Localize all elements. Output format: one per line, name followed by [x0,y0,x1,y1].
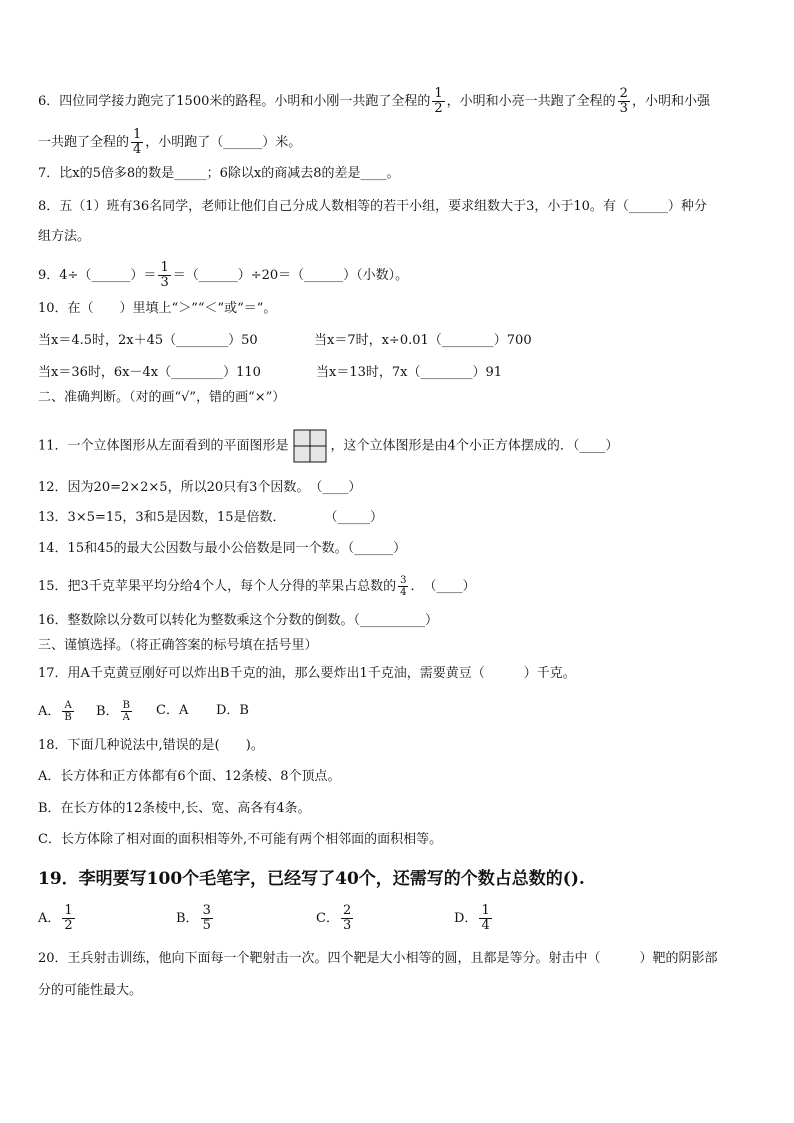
q11-text-a: 11．一个立体图形从左面看到的平面图形是 [38,438,289,454]
q6-line2 [38,128,301,157]
q15-fraction [398,575,408,598]
q19-option-a-fraction [62,904,74,933]
numerator: B [122,700,130,711]
q11-text-b: ，这个立体图形是由4个小正方体摆成的．（____） [330,438,619,454]
q17-option-d: D．B [216,703,249,718]
numerator: 2 [342,903,352,918]
q17-option-a [38,700,76,723]
option-label: D． [454,911,478,926]
q6-fraction-1 [432,87,444,116]
q20-line1: 20．王兵射击训练，他向下面每一个靶射击一次。四个靶是大小相等的圆，且都是等分。射击中（ ）靶的阴影部 [38,951,718,966]
q15-text-b: ． （____） [410,579,476,594]
numerator: 2 [619,86,628,101]
denominator: 3 [342,918,352,933]
q6-text-e: ，小明跑了（______）米。 [145,135,302,150]
denominator: 2 [434,101,443,116]
option-label: B． [96,704,119,719]
q7-line: 7．比x的5倍多8的数是_____；6除以x的商减去8的差是____。 [38,166,400,181]
q9-line [38,261,408,290]
q17-option-b-fraction [121,700,132,723]
q13-line: 13．3×5=15，3和5是因数，15是倍数． （_____） [38,510,383,525]
q10-title: 10．在（ ）里填上“＞”“＜”或“＝”。 [38,301,277,316]
option-label: C． [316,911,339,926]
denominator: 4 [481,918,490,933]
numerator: 1 [64,903,73,918]
q19-option-d-fraction [479,904,491,933]
q6-text-b: ，小明和小亮一共跑了全程的 [446,94,616,109]
numerator: 3 [202,903,211,918]
q19-option-b [176,904,215,933]
q10-row1b: 当x＝7时，x÷0.01（________）700 [314,333,532,348]
denominator: 4 [400,587,407,598]
q10-row2a: 当x＝36时，6x－4x（________）110 [38,365,261,380]
q10-row1a: 当x＝4.5时，2x＋45（________）50 [38,333,258,348]
numerator: 1 [160,260,169,275]
denominator: 5 [202,918,211,933]
q11-line [38,429,618,463]
option-label: A． [38,704,61,719]
q18-option-b: B．在长方体的12条棱中,长、宽、高各有4条。 [38,801,311,816]
denominator: B [64,712,72,723]
q19-option-d [454,904,494,933]
q17-option-c: C．A [156,703,189,718]
q17-option-b [96,700,134,723]
denominator: A [122,712,130,723]
denominator: 4 [133,142,142,157]
q6-fraction-3 [131,128,143,157]
q6-text-d: 一共跑了全程的 [38,135,130,150]
option-label: A． [38,911,61,926]
section-2-heading: 二、准确判断。（对的画“√”，错的画“×”） [38,390,286,405]
q9-fraction [158,261,170,290]
q18-option-c: C．长方体除了相对面的面积相等外,不可能有两个相邻面的面积相等。 [38,832,443,847]
option-label: B． [176,911,199,926]
q9-text-a: 9．4÷（______）＝ [38,268,157,283]
q18-option-a: A．长方体和正方体都有6个面、12条棱、8个顶点。 [38,769,341,784]
q9-text-b: ＝（______）÷20＝（______）（小数）。 [172,268,409,283]
numerator: 1 [434,86,443,101]
numerator: 3 [400,575,407,586]
numerator: A [62,700,73,712]
q14-line: 14．15和45的最大公因数与最小公倍数是同一个数。（______） [38,541,407,556]
q8-line1: 8．五（1）班有36名同学，老师让他们自己分成人数相等的若干小组，要求组数大于3，小于10。有（______）种分 [38,199,707,214]
q19-option-b-fraction [201,904,213,933]
q20-line2: 分的可能性最大。 [38,983,143,998]
q15-text-a: 15．把3千克苹果平均分给4个人，每个人分得的苹果占总数的 [38,579,397,594]
left-view-figure [293,429,327,463]
q6-text-c: ，小明和小强 [631,94,710,109]
q19-option-c [316,904,355,933]
q17-option-a-fraction [62,700,73,723]
q16-line: 16．整数除以分数可以转化为整数乘这个分数的倒数。（__________） [38,613,439,628]
q19-line: 19．李明要写100个毛笔字，已经写了40个，还需写的个数占总数的(). [38,869,585,889]
q19-option-c-fraction [341,904,353,933]
denominator: 3 [160,275,169,290]
numerator: 1 [481,903,490,918]
q12-line: 12．因为20=2×2×5，所以20只有3个因数。 （____） [38,480,362,495]
q15-line [38,575,475,598]
denominator: 3 [619,101,628,116]
q10-row2b: 当x＝13时，7x（________）91 [316,365,503,380]
q17-line: 17．用A千克黄豆刚好可以炸出B千克的油，那么要炸出1千克油，需要黄豆（ ）千克。 [38,666,576,681]
section-3-heading: 三、谨慎选择。（将正确答案的标号填在括号里） [38,638,318,653]
q8-line2: 组方法。 [38,229,91,244]
q19-option-a [38,904,77,933]
q6-text-a: 6．四位同学接力跑完了1500米的路程。小明和小刚一共跑了全程的 [38,94,431,109]
denominator: 2 [64,918,73,933]
q18-line: 18．下面几种说法中,错误的是( )。 [38,738,264,753]
q6-fraction-2 [618,87,630,116]
q6-line1 [38,87,710,116]
numerator: 1 [133,127,142,142]
